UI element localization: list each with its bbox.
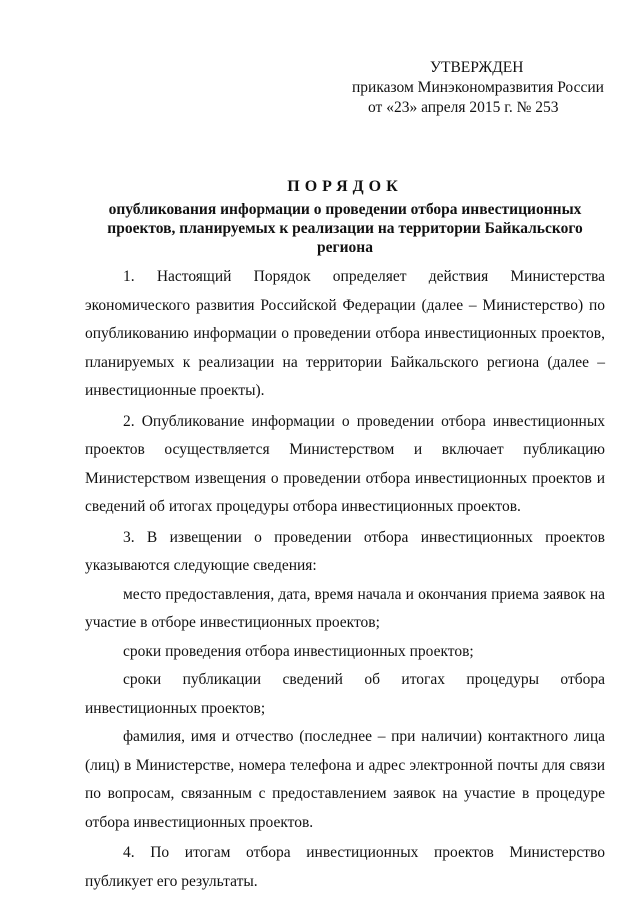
approval-heading: УТВЕРЖДЕН bbox=[430, 59, 524, 76]
approval-date-number: от «23» апреля 2015 г. № 253 bbox=[368, 99, 559, 116]
approval-order: приказом Минэкономразвития России bbox=[352, 79, 604, 96]
paragraph-4: 4. По итогам отбора инвестиционных проектов Министерство публикует его результаты. bbox=[85, 844, 605, 890]
list-item-place-dates: место предоставления, дата, время начала и окончания приема заявок на участие в отборе инвестиционных проектов; bbox=[85, 585, 605, 631]
list-item-selection-dates: сроки проведения отбора инвестиционных проектов; bbox=[123, 642, 474, 660]
paragraph-1: 1. Настоящий Порядок определяет действия Министерства экономического развития Российской Федерации (далее – Министерство) по опубликованию информации о проведении отбора инвестиционных проектов, планируемых к реализации на территории Байкальского региона (далее – инвестиционные проекты). bbox=[85, 268, 605, 399]
document-title bbox=[85, 176, 605, 257]
approval-stamp bbox=[352, 58, 612, 118]
document-body bbox=[85, 263, 605, 896]
list-item-publication-dates: сроки публикации сведений об итогах процедуры отбора инвестиционных проектов; bbox=[85, 671, 605, 717]
title-main: ПОРЯДОК bbox=[287, 178, 403, 195]
list-item-contact-person: фамилия, имя и отчество (последнее – при наличии) контактного лица (лиц) в Министерстве, номера телефона и адрес электронной почты для связи по вопросам, связанным с предоставлением заявок на участие в процедуре отбора инвестиционных проектов. bbox=[85, 728, 605, 831]
paragraph-2: 2. Опубликование информации о проведении отбора инвестиционных проектов осуществляется Министерством и включает публикацию Министерством извещения о проведении отбора инвестиционных проектов и сведений об итогах процедуры отбора инвестиционных проектов. bbox=[85, 412, 605, 515]
paragraph-3: 3. В извещении о проведении отбора инвестиционных проектов указываются следующие сведения: bbox=[85, 528, 605, 574]
title-subtitle: опубликования информации о проведении отбора инвестиционных проектов, планируемых к реализации на территории Байкальского региона bbox=[107, 201, 583, 256]
